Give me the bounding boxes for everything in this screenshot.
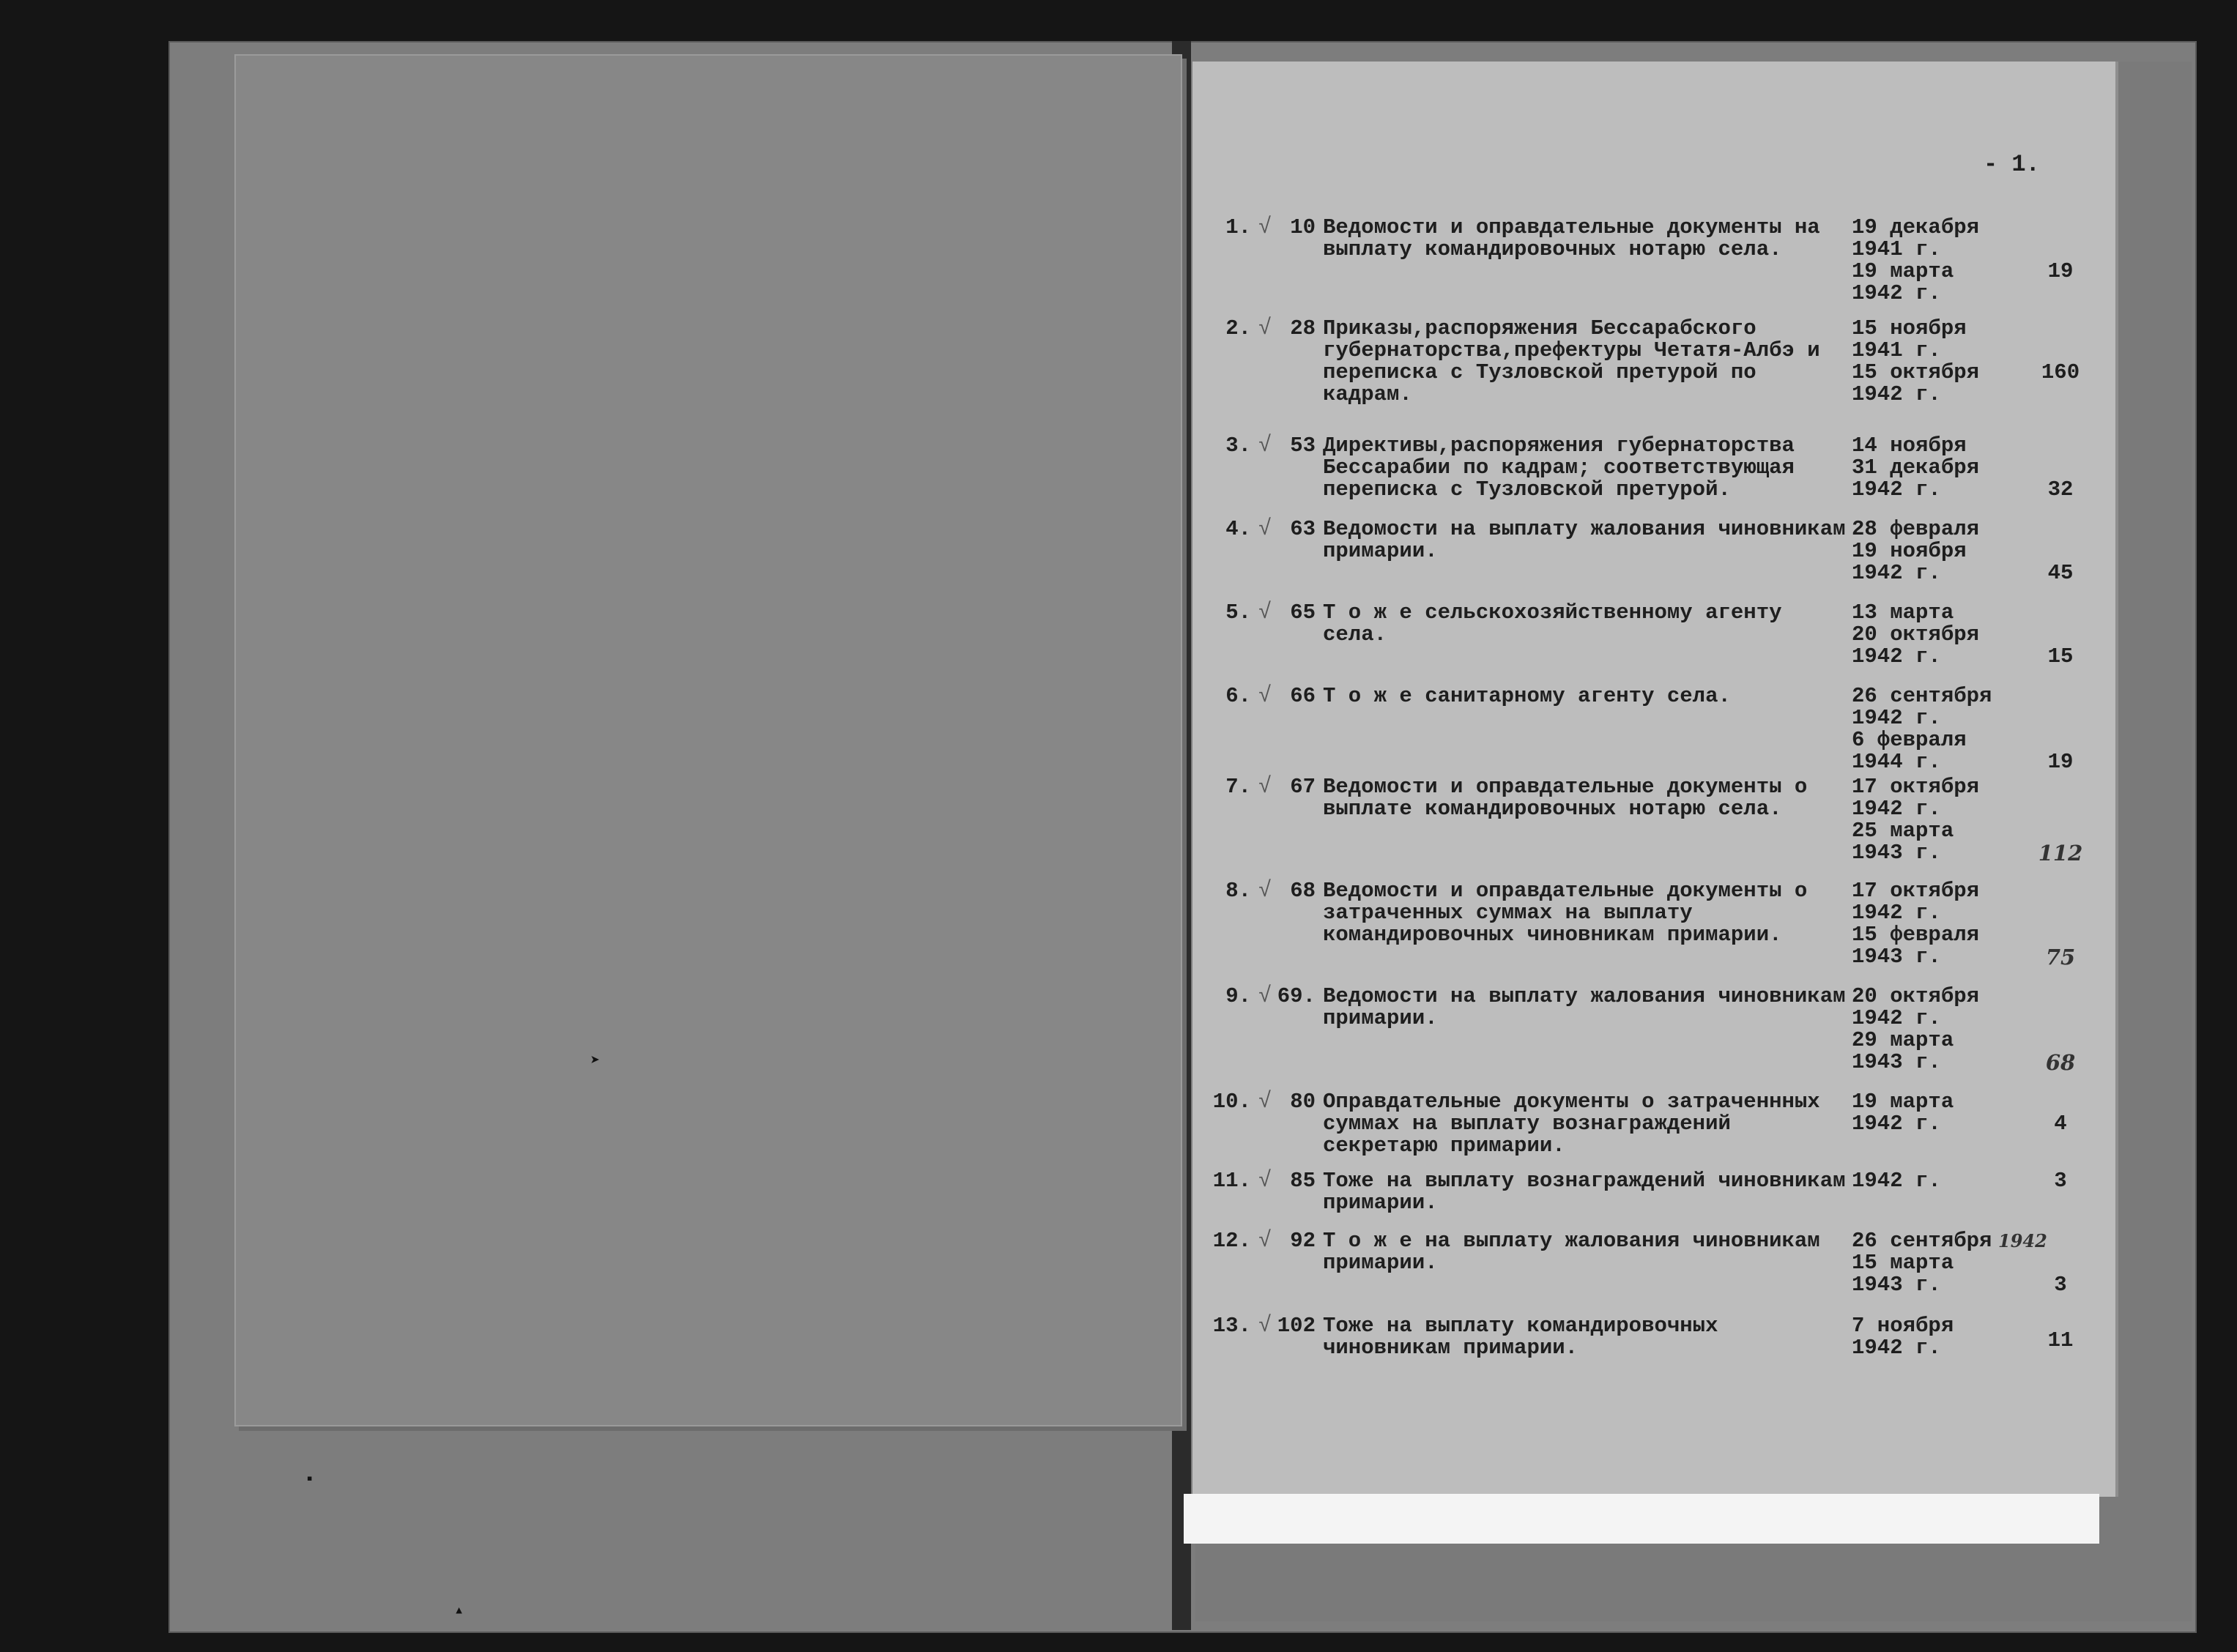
file-number: 85	[1290, 1169, 1316, 1193]
checkmark-icon: √	[1258, 1229, 1272, 1254]
file-number: 65	[1290, 600, 1316, 625]
checkmark-icon: √	[1258, 684, 1272, 709]
sheet-count: 75	[2045, 945, 2076, 970]
entry-number: 5.	[1225, 600, 1251, 625]
checkmark-icon: √	[1258, 984, 1272, 1009]
handwritten-annotation: 1942	[1998, 1230, 2047, 1251]
file-number: 10	[1290, 215, 1316, 239]
date-line: 1943 г.	[1852, 945, 1941, 969]
checkmark-icon: √	[1258, 1314, 1272, 1339]
entry-number: 1.	[1225, 215, 1251, 239]
entry-dates	[1852, 1315, 2020, 1359]
entry-number: 13.	[1212, 1314, 1251, 1338]
date-line: 1942 г.	[1852, 1169, 1941, 1193]
entry-dates	[1852, 1230, 2020, 1296]
date-line: 17 октября	[1852, 879, 1980, 903]
date-line: 19 декабря	[1852, 215, 1980, 239]
date-line: 1942 г.	[1852, 706, 1941, 730]
entry-number: 9.	[1225, 984, 1251, 1008]
checkmark-icon: √	[1258, 434, 1272, 458]
date-line: 7 ноября	[1852, 1314, 1954, 1338]
file-number: 67	[1290, 775, 1316, 799]
sheet-count: 3	[2054, 1169, 2067, 1193]
entry-title: Ведомости на выплату жалования чиновникам примарии.	[1323, 517, 1846, 563]
date-line: 1942 г.	[1852, 644, 1941, 669]
entry-title: Директивы,распоряжения губернаторства Бессарабии по кадрам; соответствующая переписка с Тузловской претурой.	[1323, 434, 1795, 502]
date-line: 15 октября	[1852, 360, 1980, 384]
entry-title: Оправдательные документы о затраченнных суммах на выплату вознаграждений секретарю примарии.	[1323, 1090, 1820, 1158]
date-line: 1942 г.	[1852, 797, 1941, 821]
entry-number: 3.	[1225, 434, 1251, 458]
date-line: 1942 г.	[1852, 382, 1941, 406]
date-line: 1942 г.	[1852, 281, 1941, 305]
entry-title: Приказы,распоряжения Бессарабского губернаторства,префектуры Четатя-Албэ и переписка с Тузловской претурой по кадрам.	[1323, 316, 1820, 406]
date-line: 1942 г.	[1852, 901, 1941, 925]
file-number: 92	[1290, 1229, 1316, 1253]
sheet-count: 15	[2047, 644, 2074, 669]
date-line: 19 марта	[1852, 259, 1954, 283]
date-line: 6 февраля	[1852, 728, 1967, 752]
entry-number: 6.	[1225, 684, 1251, 708]
date-line: 1941 г.	[1852, 237, 1941, 261]
date-line: 1943 г.	[1852, 1050, 1941, 1074]
entry-dates	[1852, 1091, 2020, 1135]
date-line: 19 ноября	[1852, 539, 1967, 563]
page-edge-strip	[1184, 1494, 2099, 1544]
entry-title: Ведомости и оправдательные документы на выплату командировочных нотарю села.	[1323, 215, 1820, 261]
sheet-count: 19	[2047, 259, 2074, 283]
date-line: 1942 г.	[1852, 1336, 1941, 1360]
entry-dates	[1852, 986, 2020, 1074]
entry-dates	[1852, 685, 2020, 773]
date-line: 14 ноября	[1852, 434, 1967, 458]
file-number: 53	[1290, 434, 1316, 458]
date-line: 1942 г.	[1852, 1112, 1941, 1136]
file-number: 66	[1290, 684, 1316, 708]
checkmark-icon: √	[1258, 600, 1272, 625]
inventory-page	[1192, 62, 2118, 1497]
file-number: 80	[1290, 1090, 1316, 1114]
sheet-count: 45	[2047, 561, 2074, 585]
file-number: 102	[1277, 1314, 1316, 1338]
date-line: 26 сентября	[1852, 1229, 1992, 1253]
date-line: 1943 г.	[1852, 841, 1941, 865]
entry-dates	[1852, 318, 2020, 406]
checkmark-icon: √	[1258, 215, 1272, 240]
date-line: 1942 г.	[1852, 1006, 1941, 1030]
sheet-count: 4	[2054, 1112, 2067, 1136]
file-number: 68	[1290, 879, 1316, 903]
entry-title: Тоже на выплату командировочных чиновникам примарии.	[1323, 1314, 1718, 1360]
entry-dates	[1852, 880, 2020, 968]
entry-number: 2.	[1225, 316, 1251, 341]
date-line: 1942 г.	[1852, 477, 1941, 502]
date-line: 1944 г.	[1852, 750, 1941, 774]
entry-number: 8.	[1225, 879, 1251, 903]
date-line: 15 февраля	[1852, 923, 1980, 947]
file-number: 63	[1290, 517, 1316, 541]
checkmark-icon: √	[1258, 517, 1272, 542]
entry-number: 12.	[1212, 1229, 1251, 1253]
sheet-count: 68	[2045, 1050, 2076, 1075]
entry-title: Ведомости и оправдательные документы о затраченных суммах на выплату командировочных чиновникам примарии.	[1323, 879, 1808, 947]
checkmark-icon: √	[1258, 1090, 1272, 1115]
entry-title: Тоже на выплату вознаграждений чиновникам примарии.	[1323, 1169, 1846, 1215]
file-number: 69.	[1277, 984, 1316, 1008]
date-line: 28 февраля	[1852, 517, 1980, 541]
entry-number: 4.	[1225, 517, 1251, 541]
sheet-count: 112	[2038, 841, 2083, 866]
entry-dates	[1852, 602, 2020, 668]
date-line: 15 марта	[1852, 1251, 1954, 1275]
checkmark-icon: √	[1258, 1169, 1272, 1194]
entry-dates	[1852, 1170, 2020, 1192]
entry-title: Т о ж е санитарному агенту села.	[1323, 684, 1731, 708]
entry-title: Ведомости на выплату жалования чиновникам примарии.	[1323, 984, 1846, 1030]
date-line: 13 марта	[1852, 600, 1954, 625]
entry-number: 7.	[1225, 775, 1251, 799]
page-number: - 1.	[1984, 151, 2040, 178]
date-line: 1942 г.	[1852, 561, 1941, 585]
checkmark-icon: √	[1258, 316, 1272, 341]
entry-title: Т о ж е сельскохозяйственному агенту села.	[1323, 600, 1782, 647]
date-line: 20 октября	[1852, 984, 1980, 1008]
entry-title: Ведомости и оправдательные документы о выплате командировочных нотарю села.	[1323, 775, 1808, 821]
date-line: 15 ноября	[1852, 316, 1967, 341]
date-line: 20 октября	[1852, 622, 1980, 647]
date-line: 19 марта	[1852, 1090, 1954, 1114]
date-line: 31 декабря	[1852, 455, 1980, 480]
sheet-count: 19	[2047, 750, 2074, 774]
date-line: 25 марта	[1852, 819, 1954, 843]
entry-number: 10.	[1212, 1090, 1251, 1114]
entry-dates	[1852, 776, 2020, 864]
date-line: 17 октября	[1852, 775, 1980, 799]
page-mark: ▪	[305, 1470, 315, 1489]
date-line: 29 марта	[1852, 1028, 1954, 1052]
date-line: 26 сентября	[1852, 684, 1992, 708]
file-number: 28	[1290, 316, 1316, 341]
page-mark: ➤	[590, 1052, 601, 1071]
sheet-count: 3	[2054, 1273, 2067, 1297]
sheet-count: 32	[2047, 477, 2074, 502]
date-line: 1941 г.	[1852, 338, 1941, 362]
entry-number: 11.	[1212, 1169, 1251, 1193]
blank-left-page	[234, 54, 1182, 1426]
page-mark: ▴	[454, 1601, 464, 1620]
entry-dates	[1852, 217, 2020, 305]
checkmark-icon: √	[1258, 879, 1272, 904]
sheet-count: 160	[2041, 360, 2080, 384]
checkmark-icon: √	[1258, 775, 1272, 800]
date-line: 1943 г.	[1852, 1273, 1941, 1297]
entry-dates	[1852, 518, 2020, 584]
sheet-count: 11	[2047, 1328, 2074, 1353]
entry-dates	[1852, 435, 2020, 501]
entry-title: Т о ж е на выплату жалования чиновникам примарии.	[1323, 1229, 1820, 1275]
